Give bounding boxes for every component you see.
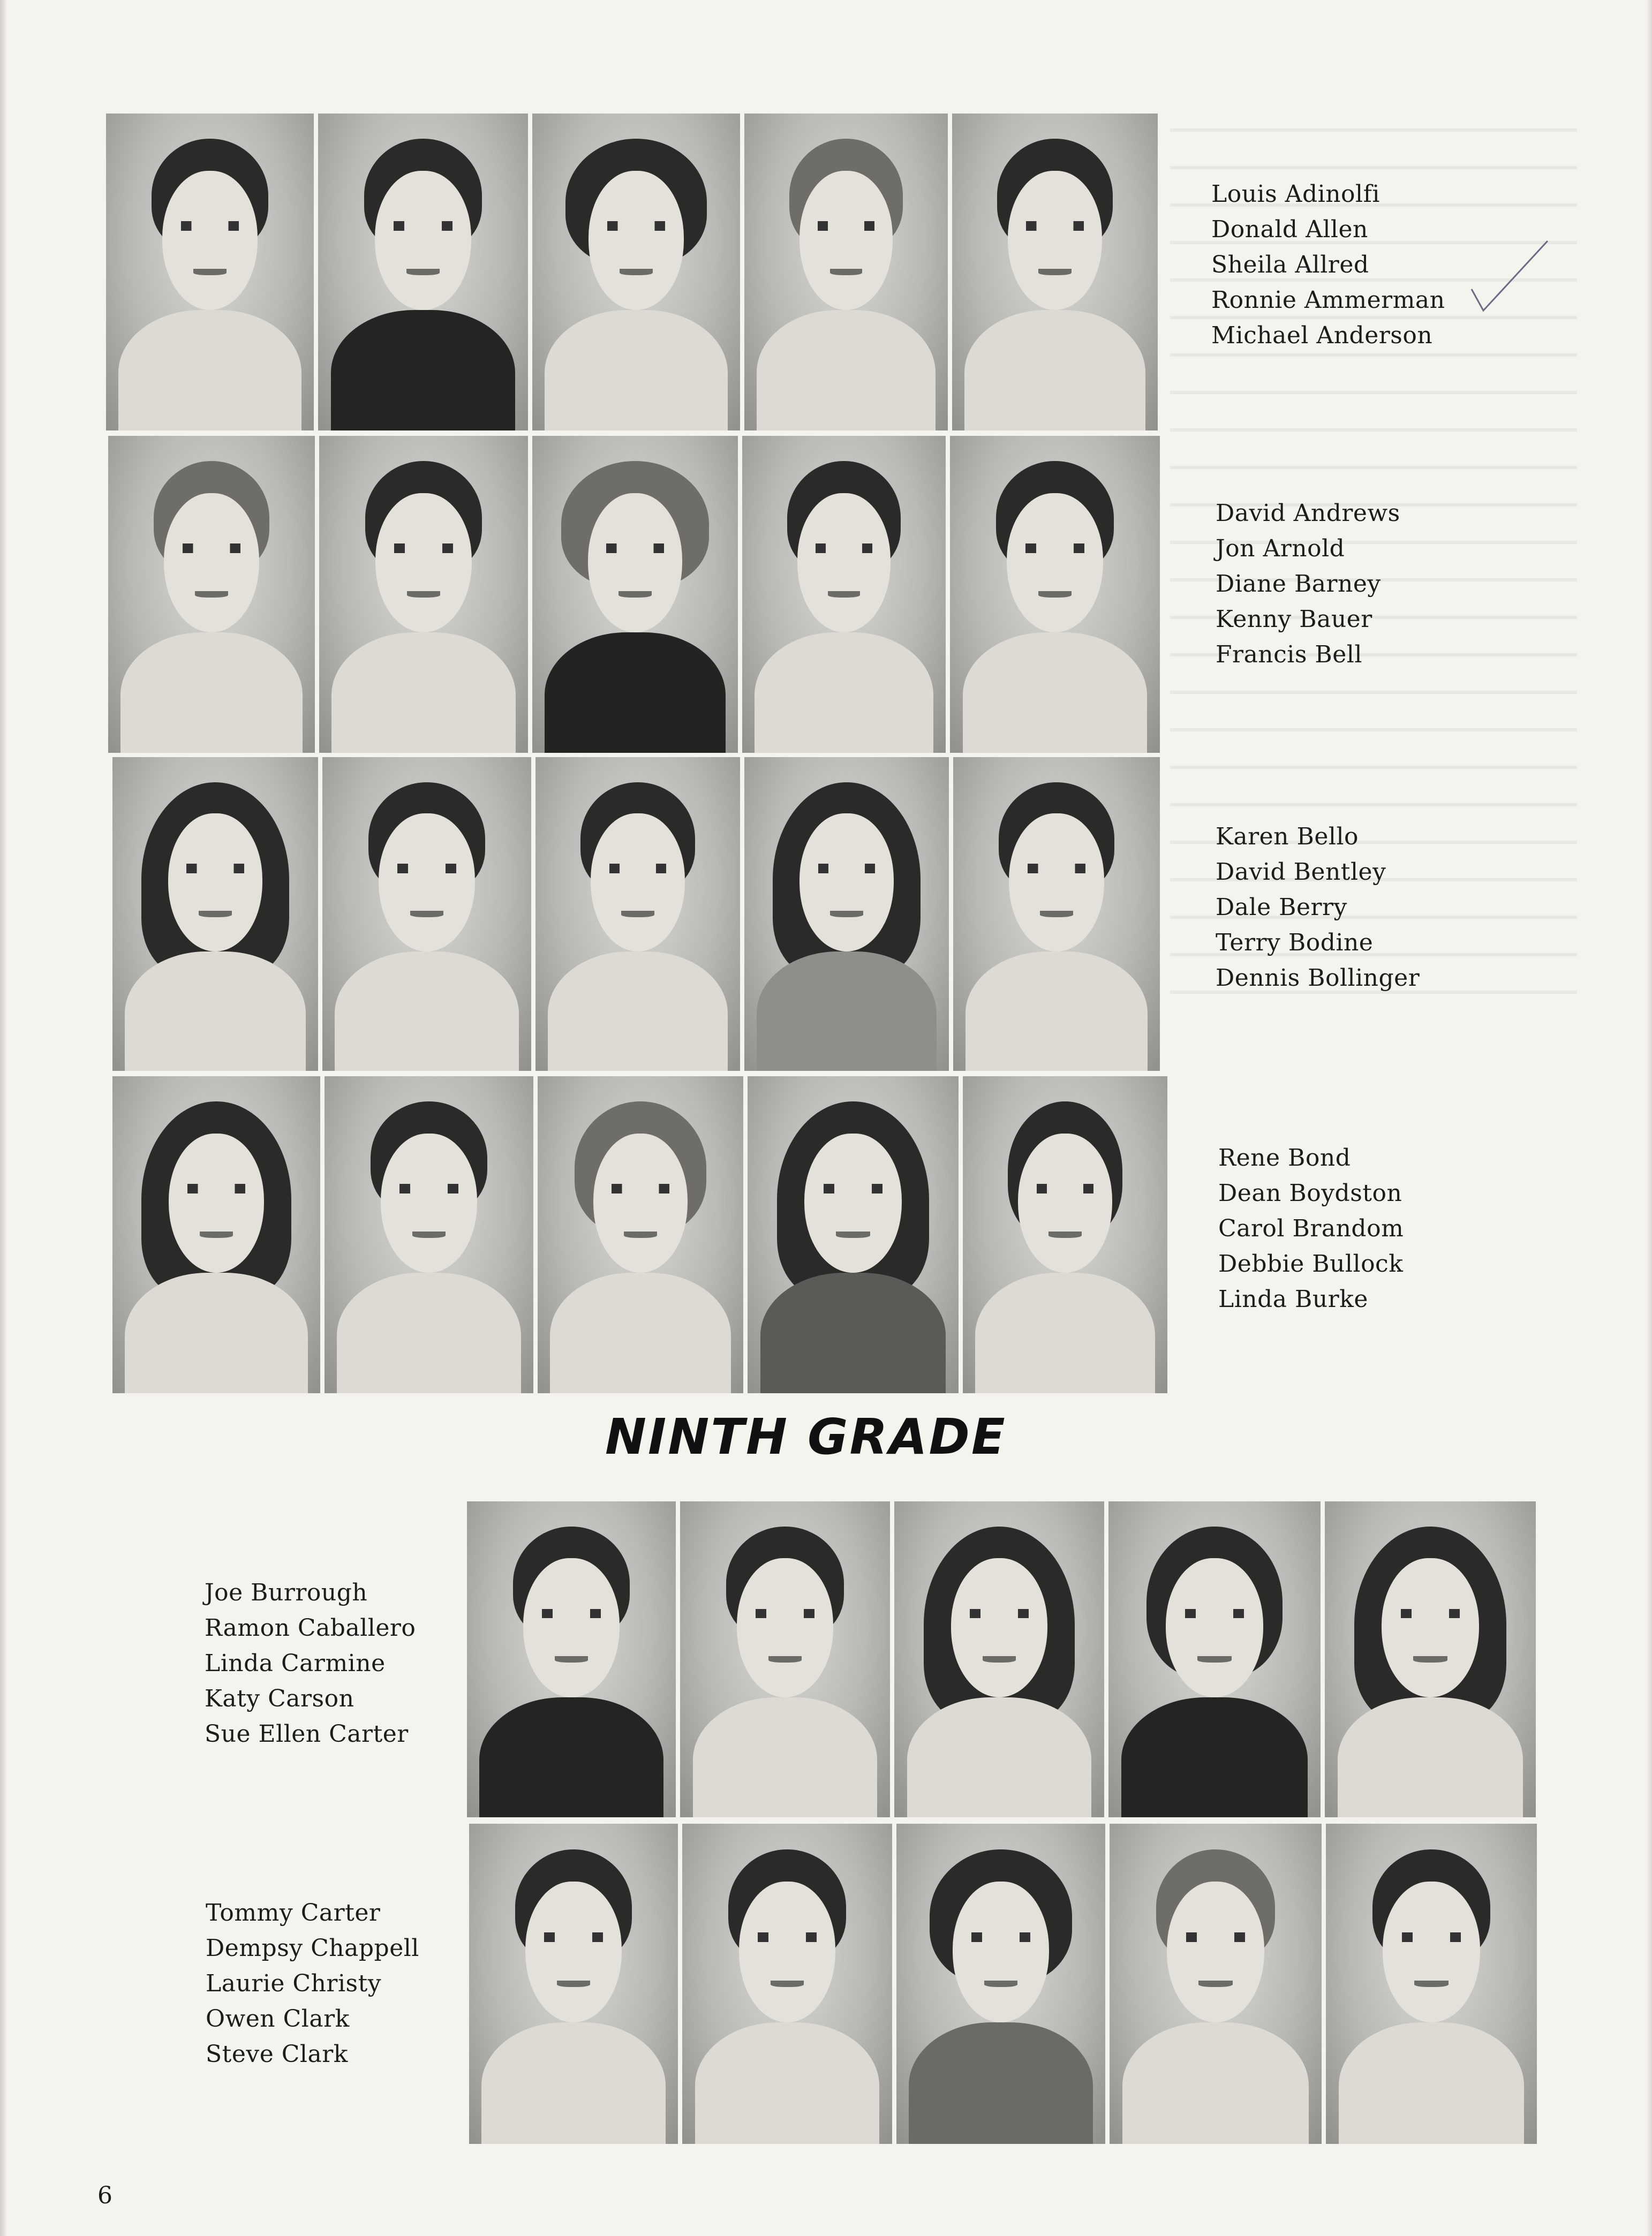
- student-photo: [467, 1501, 676, 1817]
- student-name: Linda Burke: [1218, 1286, 1368, 1313]
- student-name: Steve Clark: [206, 2041, 348, 2068]
- photo-row-1: [106, 114, 1158, 430]
- pencil-checkmark: [1467, 236, 1553, 321]
- student-photo: [538, 1076, 743, 1393]
- student-photo: [744, 114, 948, 430]
- student-name: David Bentley: [1216, 858, 1386, 886]
- names-group-5: [205, 1575, 416, 1752]
- student-photo: [680, 1501, 890, 1817]
- student-name: Sue Ellen Carter: [205, 1720, 409, 1748]
- student-photo: [112, 757, 318, 1071]
- student-photo: [742, 436, 946, 753]
- page-edge-left: [0, 0, 7, 2236]
- names-group-6: [206, 1895, 419, 2072]
- student-name: Donald Allen: [1211, 216, 1368, 243]
- student-name: Louis Adinolfi: [1211, 180, 1380, 208]
- student-name: Katy Carson: [205, 1685, 354, 1712]
- student-name: Terry Bodine: [1216, 929, 1374, 956]
- student-photo: [319, 436, 528, 753]
- page-title: NINTH GRADE: [605, 1408, 1007, 1466]
- photo-row-3: [112, 757, 1160, 1071]
- student-photo: [108, 436, 315, 753]
- student-photo: [1110, 1824, 1322, 2144]
- student-name: Linda Carmine: [205, 1650, 386, 1677]
- student-name: Ramon Caballero: [205, 1614, 416, 1642]
- student-name: Tommy Carter: [206, 1899, 381, 1927]
- student-photo: [322, 757, 531, 1071]
- student-photo: [963, 1076, 1167, 1393]
- student-photo: [1325, 1501, 1536, 1817]
- student-photo: [1326, 1824, 1537, 2144]
- student-name: Francis Bell: [1216, 641, 1362, 668]
- student-name: Sheila Allred: [1211, 251, 1369, 278]
- student-photo: [896, 1824, 1105, 2144]
- student-name: Michael Anderson: [1211, 322, 1433, 349]
- names-group-1: [1211, 177, 1445, 353]
- student-photo: [532, 436, 738, 753]
- student-photo: [744, 757, 949, 1071]
- photo-row-4: [112, 1076, 1167, 1393]
- student-name: Kenny Bauer: [1216, 606, 1372, 633]
- student-name: Dean Boydston: [1218, 1180, 1402, 1207]
- names-group-3: [1216, 819, 1420, 996]
- student-name: Rene Bond: [1218, 1144, 1351, 1172]
- student-photo: [1108, 1501, 1321, 1817]
- student-photo: [952, 114, 1158, 430]
- student-photo: [682, 1824, 892, 2144]
- student-name: Ronnie Ammerman: [1211, 286, 1445, 314]
- student-photo: [532, 114, 740, 430]
- photo-row-6: [469, 1824, 1537, 2144]
- student-name: Karen Bello: [1216, 823, 1359, 850]
- photo-row-2: [108, 436, 1160, 753]
- student-photo: [112, 1076, 320, 1393]
- student-name: Laurie Christy: [206, 1970, 382, 1997]
- student-photo: [535, 757, 740, 1071]
- student-photo: [325, 1076, 533, 1393]
- names-group-2: [1216, 496, 1400, 673]
- student-name: Jon Arnold: [1216, 535, 1345, 562]
- page-number: 6: [97, 2182, 112, 2209]
- student-name: Carol Brandom: [1218, 1215, 1404, 1242]
- student-name: Joe Burrough: [205, 1579, 368, 1606]
- student-photo: [469, 1824, 678, 2144]
- page-edge-right: [1647, 0, 1652, 2236]
- student-name: Debbie Bullock: [1218, 1250, 1404, 1278]
- student-name: Dennis Bollinger: [1216, 964, 1420, 992]
- student-name: Owen Clark: [206, 2005, 350, 2033]
- student-name: Dempsy Chappell: [206, 1935, 419, 1962]
- student-photo: [894, 1501, 1104, 1817]
- student-photo: [748, 1076, 959, 1393]
- student-photo: [950, 436, 1160, 753]
- student-photo: [106, 114, 314, 430]
- names-group-4: [1218, 1140, 1404, 1317]
- photo-row-5: [467, 1501, 1536, 1817]
- student-photo: [318, 114, 528, 430]
- student-name: Dale Berry: [1216, 894, 1347, 921]
- student-name: Diane Barney: [1216, 570, 1381, 598]
- student-photo: [953, 757, 1160, 1071]
- student-name: David Andrews: [1216, 500, 1400, 527]
